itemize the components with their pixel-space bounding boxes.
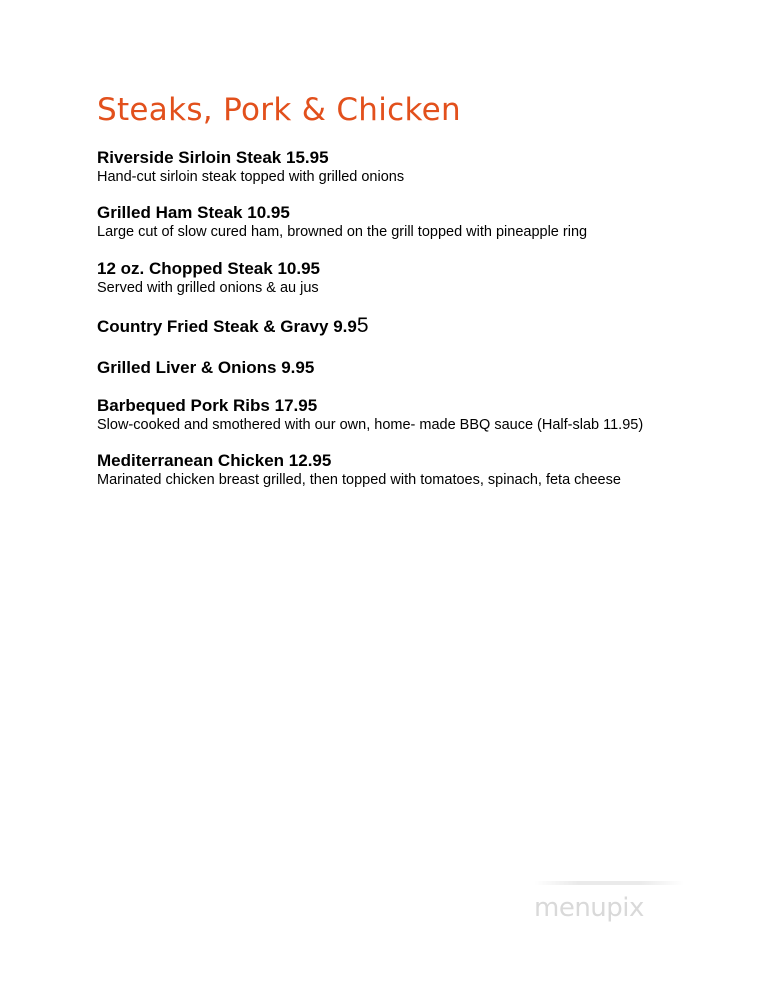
menu-item-description: Hand-cut sirloin steak topped with grilled onions <box>97 169 405 185</box>
menu-item-price: 12.95 <box>288 451 332 470</box>
menu-item-country-fried-steak <box>97 316 737 337</box>
watermark-decoration <box>534 881 684 885</box>
menu-item-name: Grilled Ham Steak <box>97 203 243 222</box>
menu-item-heading <box>97 396 737 416</box>
menu-item-grilled-ham-steak <box>97 203 737 241</box>
menu-item-barbequed-pork-ribs <box>97 396 737 434</box>
menu-item-description: Marinated chicken breast grilled, then topped with tomatoes, spinach, feta cheese <box>97 472 621 488</box>
menu-item-mediterranean-chicken <box>97 451 737 489</box>
menu-item-heading <box>97 316 737 337</box>
menu-item-name: Mediterranean Chicken <box>97 451 285 470</box>
menu-item-heading <box>97 148 737 168</box>
menu-item-price-main: 9.9 <box>333 317 357 336</box>
menu-item-price: 10.95 <box>277 259 320 278</box>
menu-item-grilled-liver-onions <box>97 358 737 378</box>
menu-item-price-last-digit: 5 <box>356 314 369 337</box>
menu-item-heading <box>97 451 737 471</box>
menu-item-description: Slow-cooked and smothered with our own, home- made BBQ sauce (Half-slab 11.95) <box>97 417 644 433</box>
menupix-watermark <box>530 875 690 935</box>
menu-item-name: Grilled Liver & Onions <box>97 358 277 377</box>
menu-item-heading <box>97 358 737 378</box>
menu-item-heading <box>97 203 737 223</box>
menu-item-name: 12 oz. Chopped Steak <box>97 259 273 278</box>
watermark-text: menupix <box>534 893 644 923</box>
menu-item-riverside-sirloin-steak <box>97 148 737 186</box>
menu-item-name: Riverside Sirloin Steak <box>97 148 282 167</box>
menu-item-price: 9.95 <box>281 358 315 377</box>
menu-item-name: Country Fried Steak & Gravy <box>97 317 329 336</box>
menu-item-description: Served with grilled onions & au jus <box>97 280 319 296</box>
menu-item-name: Barbequed Pork Ribs <box>97 396 270 415</box>
menu-item-chopped-steak <box>97 259 737 297</box>
menu-item-price <box>333 314 369 337</box>
menu-item-heading <box>97 259 737 279</box>
menu-item-description: Large cut of slow cured ham, browned on the grill topped with pineapple ring <box>97 224 588 240</box>
section-title: Steaks, Pork & Chicken <box>97 92 461 128</box>
menu-item-price: 15.95 <box>285 148 329 167</box>
menu-item-price: 10.95 <box>247 203 290 222</box>
menu-item-price: 17.95 <box>274 396 318 415</box>
